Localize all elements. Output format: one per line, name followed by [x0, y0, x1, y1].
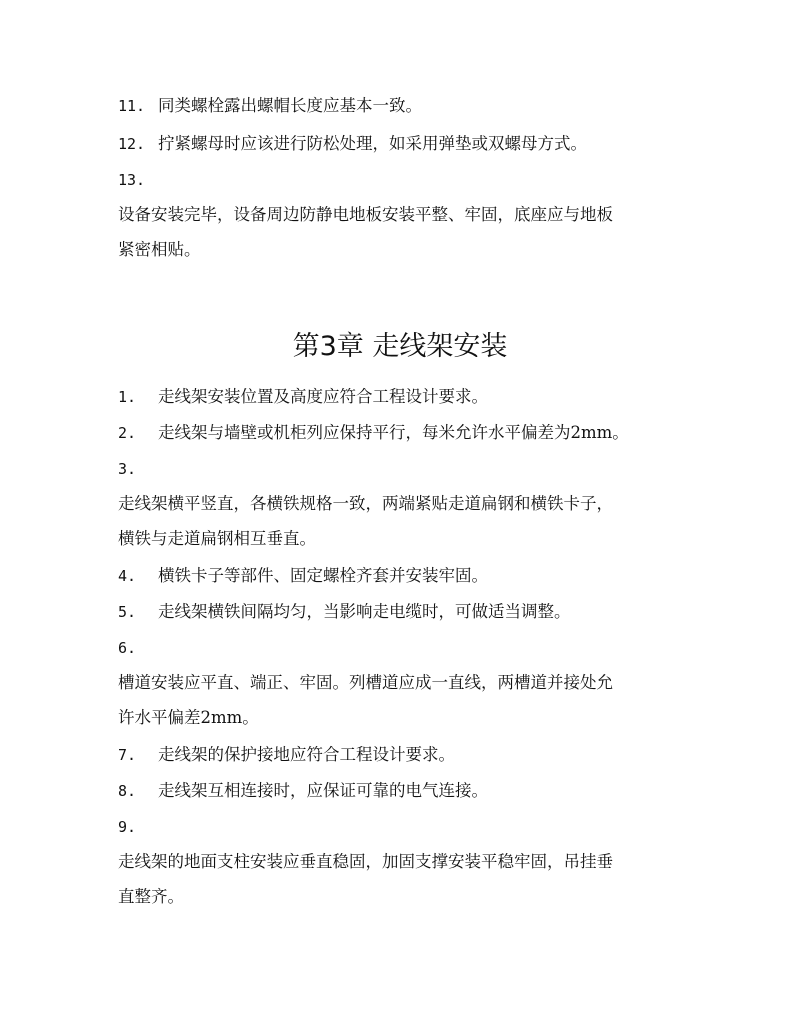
list-item-text: 走线架互相连接时，应保证可靠的电气连接。	[158, 781, 488, 800]
list-item-12	[118, 134, 688, 154]
list-item-11	[118, 96, 688, 116]
list-item-text: 走线架的保护接地应符合工程设计要求。	[158, 745, 455, 764]
list-item-6	[118, 638, 688, 658]
list-item-text: 拧紧螺母时应该进行防松处理，如采用弹垫或双螺母方式。	[158, 134, 587, 153]
list-item-5	[118, 602, 688, 622]
list-item-number: 1.	[118, 388, 137, 406]
list-item-7	[118, 745, 688, 765]
list-item-number: 11.	[118, 97, 146, 115]
list-item-number: 12.	[118, 135, 146, 153]
paragraph-9-line-2: 直整齐。	[118, 887, 184, 906]
list-item-3	[118, 459, 688, 479]
paragraph-6-line-2: 许水平偏差2mm。	[118, 708, 259, 727]
paragraph-13-line-1: 设备安装完毕，设备周边防静电地板安装平整、牢固，底座应与地板	[118, 205, 613, 224]
list-item-text: 走线架安装位置及高度应符合工程设计要求。	[158, 387, 488, 406]
paragraph-6-line-1: 槽道安装应平直、端正、牢固。列槽道应成一直线，两槽道并接处允	[118, 673, 613, 692]
list-item-number: 6.	[118, 639, 137, 657]
paragraph-9-line-1: 走线架的地面支柱安装应垂直稳固，加固支撑安装平稳牢固，吊挂垂	[118, 852, 613, 871]
list-item-4	[118, 566, 688, 586]
list-item-number: 3.	[118, 460, 137, 478]
list-item-number: 7.	[118, 746, 137, 764]
paragraph-3-line-1: 走线架横平竖直，各横铁规格一致，两端紧贴走道扁钢和横铁卡子，	[118, 494, 613, 513]
paragraph-13-line-2: 紧密相贴。	[118, 240, 201, 259]
list-item-8	[118, 781, 688, 801]
list-item-text: 走线架与墙壁或机柜列应保持平行，每米允许水平偏差为2mm。	[158, 423, 629, 442]
chapter-title: 第3章 走线架安装	[292, 331, 508, 362]
list-item-text: 横铁卡子等部件、固定螺栓齐套并安装牢固。	[158, 566, 488, 585]
list-item-number: 4.	[118, 567, 137, 585]
paragraph-3-line-2: 横铁与走道扁钢相互垂直。	[118, 529, 316, 548]
list-item-number: 9.	[118, 818, 137, 836]
list-item-1	[118, 387, 688, 407]
list-item-text: 同类螺栓露出螺帽长度应基本一致。	[158, 96, 422, 115]
list-item-2	[118, 423, 688, 443]
list-item-text: 走线架横铁间隔均匀，当影响走电缆时，可做适当调整。	[158, 602, 571, 621]
list-item-9	[118, 817, 688, 837]
list-item-number: 5.	[118, 603, 137, 621]
list-item-number: 2.	[118, 424, 137, 442]
list-item-number: 8.	[118, 782, 137, 800]
list-item-number: 13.	[118, 171, 146, 189]
list-item-13	[118, 170, 688, 190]
